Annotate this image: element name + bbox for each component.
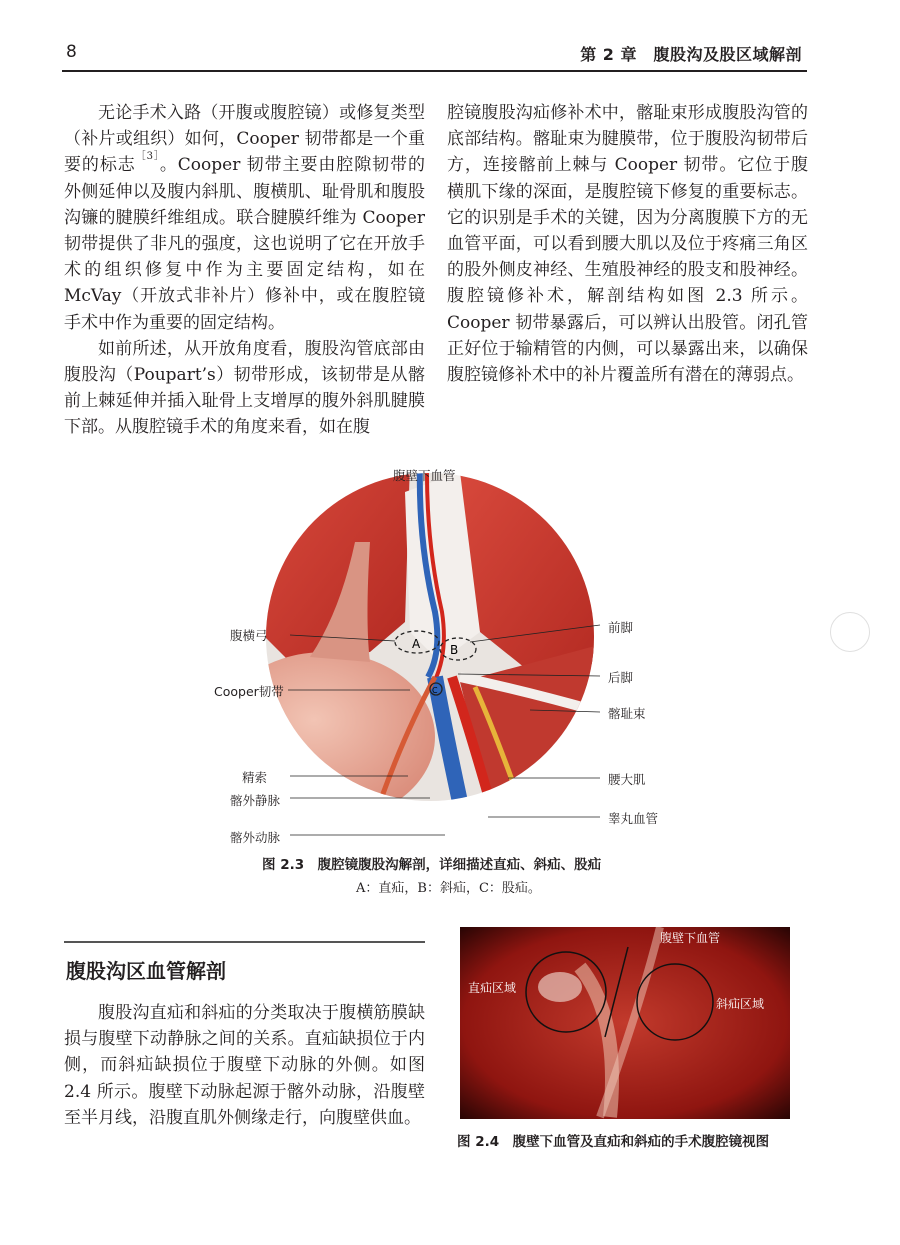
hernia-mark-c: C — [432, 686, 438, 695]
photo-label-vessels: 腹壁下血管 — [660, 931, 721, 945]
label-spermatic-cord: 精索 — [242, 770, 268, 785]
hernia-mark-b: B — [450, 643, 459, 657]
paragraph: 如前所述，从开放角度看，腹股沟管底部由腹股沟（Poupart’s）韧带形成，该韧带是从髂前上棘延伸并插入耻骨上支增厚的腹外斜肌腱膜下部。从腹腔镜手术的角度来看，如在腹 — [64, 338, 425, 438]
label-transverse-arch: 腹横弓 — [230, 628, 268, 643]
section-title: 腹股沟区血管解剖 — [66, 959, 226, 983]
label-inferior-epigastric-vessels: 腹壁下血管 — [393, 468, 456, 483]
section-body — [64, 1000, 425, 1131]
hernia-mark-a: A — [412, 637, 421, 651]
figure-2-4-caption: 图 2.4 腹壁下血管及直疝和斜疝的手术腹腔镜视图 — [457, 1134, 770, 1150]
figure-2-3-subcaption: A：直疝，B：斜疝，C：股疝。 — [356, 881, 541, 896]
paragraph: 腹股沟直疝和斜疝的分类取决于腹横筋膜缺损与腹壁下动静脉之间的关系。直疝缺损位于内侧，而斜疝缺损位于腹壁下动脉的外侧。如图 2.4 所示。腹壁下动脉起源于髂外动脉，沿腹壁至半月线，沿腹直肌外侧缘走行，向腹壁供血。 — [64, 1003, 425, 1128]
label-testicular-vessels: 睾丸血管 — [608, 811, 659, 826]
photo-label-indirect-hernia: 斜疝区域 — [716, 997, 765, 1011]
paragraph-text: 无论手术入路（开腹或腹腔镜）或修复类型（补片或组织）如何，Cooper 韧带都是一个重要的标志 — [64, 103, 425, 176]
label-external-iliac-artery: 髂外动脉 — [230, 830, 281, 845]
label-anterior-crus: 前脚 — [608, 620, 634, 635]
left-column — [64, 100, 425, 441]
figure-2-3 — [214, 462, 690, 882]
chapter-title: 第 2 章 腹股沟及股区域解剖 — [580, 45, 802, 64]
figure-2-3-caption: 图 2.3 腹腔镜腹股沟解剖，详细描述直疝、斜疝、股疝 — [262, 857, 602, 873]
page-number: 8 — [66, 42, 77, 62]
label-psoas-major: 腰大肌 — [608, 772, 646, 787]
label-external-iliac-vein: 髂外静脉 — [230, 793, 281, 808]
photo-label-direct-hernia: 直疝区域 — [468, 981, 517, 995]
paragraph-text: 。Cooper 韧带主要由腔隙韧带的外侧延伸以及腹内斜肌、腹横肌、耻骨肌和腹股沟镰的腱膜纤维组成。联合腱膜纤维为 Cooper 韧带提供了非凡的强度，这也说明了它在开放手术的组织修复中作为主要固定结构，如在 McVay（开放式非补片）修补中，或在腹腔镜手术中作为重要的固定结构。 — [64, 155, 426, 333]
right-column — [447, 100, 808, 388]
paragraph: 腔镜腹股沟疝修补术中，髂耻束形成腹股沟管的底部结构。髂耻束为腱膜带，位于腹股沟韧带后方，连接髂前上棘与 Cooper 韧带。它位于腹横肌下缘的深面，是腹腔镜下修复的重要标志。它的识别是手术的关键，因为分离腹膜下方的无血管平面，可以看到腰大肌以及位于疼痛三角区的股外侧皮神经、生殖股神经的股支和股神经。腹腔镜修补术，解剖结构如图 2.3 所示。Cooper 韧带暴露后，可以辨认出股管。闭孔管正好位于输精管的内侧，可以暴露出来，以确保腹腔镜修补术中的补片覆盖所有潜在的薄弱点。 — [447, 103, 808, 386]
label-cooper-ligament: Cooper韧带 — [214, 684, 284, 699]
figure-2-4-photo — [460, 927, 790, 1119]
label-iliopubic-tract: 髂耻束 — [608, 706, 646, 721]
edge-logo-icon — [830, 612, 870, 652]
paragraph — [64, 100, 425, 336]
header-rule — [62, 70, 807, 72]
section-rule — [64, 941, 425, 943]
citation-ref[interactable]: ［3］ — [135, 151, 160, 163]
label-posterior-crus: 后脚 — [608, 670, 634, 685]
laparoscopic-photo — [460, 927, 790, 1119]
